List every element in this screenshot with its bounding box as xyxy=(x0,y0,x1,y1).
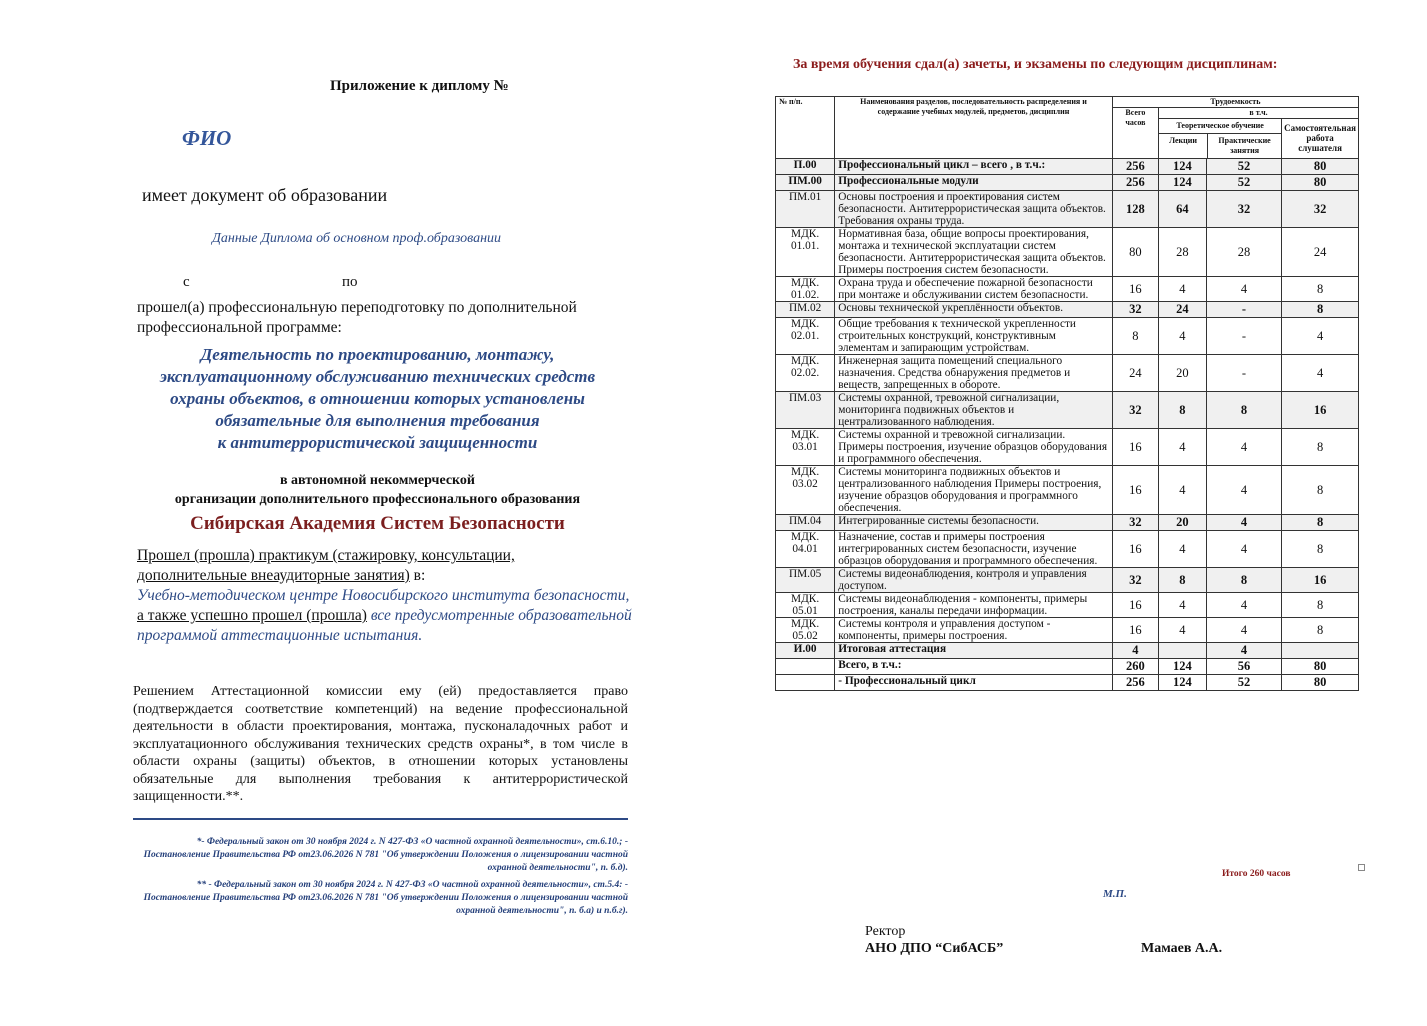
row-name: Профессиональный цикл – всего , в т.ч.: xyxy=(835,159,1113,175)
row-code xyxy=(776,675,835,691)
row-practical: 8 xyxy=(1206,392,1281,429)
separator-line xyxy=(133,818,628,820)
table-row xyxy=(776,568,1359,593)
row-code: МДК. 03.02 xyxy=(776,466,835,515)
disciplines-table xyxy=(775,96,1359,691)
academy-name: Сибирская Академия Систем Безопасности xyxy=(190,513,565,534)
row-practical: - xyxy=(1206,318,1281,355)
row-code: МДК. 01.02. xyxy=(776,277,835,302)
row-name: Инженерная защита помещений специального назначения. Средства обнаружения предметов и веществ, запрещенных в обороте. xyxy=(835,355,1113,392)
col-header-lectures: Лекции xyxy=(1159,134,1208,158)
practice-line: дополнительные внеаудиторные занятия) xyxy=(137,567,410,584)
row-total: 128 xyxy=(1112,191,1158,228)
row-lectures: 124 xyxy=(1159,675,1207,691)
row-self-study: 4 xyxy=(1282,355,1359,392)
footnote-2: ** - Федеральный закон от 30 ноября 2024 г. N 427-ФЗ «О частной охранной деятельности», ст.5.4: - Постановление Правительства РФ от23.06.2026 N 781 "Об утверждении Положения о лицензировании частной охранной деятельности", п. б.а) и п.б.г). xyxy=(143,880,628,916)
rector-name: Мамаев А.А. xyxy=(1141,941,1223,956)
row-name: Системы мониторинга подвижных объектов и централизованного наблюдения Примеры построения, изучение образцов оборудования и программного обеспечения. xyxy=(835,466,1113,515)
col-header-theory-wrap xyxy=(1159,119,1282,159)
row-self-study: 80 xyxy=(1282,659,1359,675)
row-total: 256 xyxy=(1112,175,1158,191)
row-self-study: 8 xyxy=(1282,618,1359,643)
row-self-study: 4 xyxy=(1282,318,1359,355)
table-row xyxy=(776,355,1359,392)
table-row xyxy=(776,191,1359,228)
row-total: 16 xyxy=(1112,593,1158,618)
resize-handle[interactable] xyxy=(1358,864,1365,871)
row-total: 32 xyxy=(1112,392,1158,429)
row-name: Общие требования к технической укрепленности строительных конструкций, конструктивным элементам и запирающим устройствам. xyxy=(835,318,1113,355)
row-total: 16 xyxy=(1112,531,1158,568)
row-practical: 32 xyxy=(1206,191,1281,228)
col-header-num: № п/п. xyxy=(776,97,835,159)
row-self-study: 8 xyxy=(1282,531,1359,568)
fio-placeholder: ФИО xyxy=(182,126,232,150)
row-total: 24 xyxy=(1112,355,1158,392)
row-total: 16 xyxy=(1112,618,1158,643)
row-self-study: 80 xyxy=(1282,159,1359,175)
row-total: 32 xyxy=(1112,568,1158,593)
rector-title: Ректор xyxy=(865,924,906,939)
row-code xyxy=(776,659,835,675)
row-name: Системы видеонаблюдения, контроля и управления доступом. xyxy=(835,568,1113,593)
row-code: МДК. 05.01 xyxy=(776,593,835,618)
table-row xyxy=(776,302,1359,318)
row-self-study xyxy=(1282,643,1359,659)
row-code: МДК. 04.01 xyxy=(776,531,835,568)
program-line: Деятельность по проектированию, монтажу, xyxy=(200,345,555,364)
row-total: 260 xyxy=(1112,659,1158,675)
footnote-1: *- Федеральный закон от 30 ноября 2024 г. N 427-ФЗ «О частной охранной деятельности», ст.6.10.; - Постановление Правительства РФ от23.06.2026 N 781 "Об утверждении Положения о лицензировании частной охранной деятельности", п. б.д). xyxy=(143,837,628,873)
row-name: Системы охранной, тревожной сигнализации, мониторинга подвижных объектов и централизованного наблюдения. xyxy=(835,392,1113,429)
row-code: ПМ.01 xyxy=(776,191,835,228)
row-practical: 4 xyxy=(1206,515,1281,531)
row-code: П.00 xyxy=(776,159,835,175)
row-lectures: 4 xyxy=(1159,277,1207,302)
row-lectures xyxy=(1159,643,1207,659)
row-practical: 4 xyxy=(1206,643,1281,659)
annex-title: Приложение к диплому № xyxy=(330,78,509,94)
table-row xyxy=(776,515,1359,531)
row-name: Профессиональные модули xyxy=(835,175,1113,191)
table-row xyxy=(776,593,1359,618)
row-code: МДК. 01.01. xyxy=(776,228,835,277)
row-name: Охрана труда и обеспечение пожарной безопасности при монтаже и обслуживании систем безопасности. xyxy=(835,277,1113,302)
date-from-label: с xyxy=(183,274,190,290)
row-practical: 28 xyxy=(1206,228,1281,277)
row-total: 32 xyxy=(1112,515,1158,531)
row-self-study: 80 xyxy=(1282,175,1359,191)
row-total: 4 xyxy=(1112,643,1158,659)
row-lectures: 4 xyxy=(1159,593,1207,618)
table-row xyxy=(776,618,1359,643)
retraining-text: прошел(а) профессиональную переподготовку по дополнительной профессиональной программе: xyxy=(137,299,577,336)
row-lectures: 124 xyxy=(1159,159,1207,175)
row-lectures: 64 xyxy=(1159,191,1207,228)
date-to-label: по xyxy=(342,274,358,290)
table-row xyxy=(776,392,1359,429)
table-row xyxy=(776,466,1359,515)
row-total: 16 xyxy=(1112,277,1158,302)
row-code: ПМ.03 xyxy=(776,392,835,429)
has-document-text: имеет документ об образовании xyxy=(142,185,388,205)
row-lectures: 28 xyxy=(1159,228,1207,277)
row-code: МДК. 03.01 xyxy=(776,429,835,466)
col-header-incl: в т.ч. xyxy=(1159,108,1359,119)
row-self-study: 32 xyxy=(1282,191,1359,228)
row-self-study: 16 xyxy=(1282,568,1359,593)
seal-place: М.П. xyxy=(1103,888,1127,900)
row-practical: - xyxy=(1206,355,1281,392)
row-self-study: 8 xyxy=(1282,302,1359,318)
table-row xyxy=(776,531,1359,568)
row-lectures: 24 xyxy=(1159,302,1207,318)
practice-in: в: xyxy=(409,567,426,584)
table-row xyxy=(776,277,1359,302)
org-line: в автономной некоммерческой xyxy=(280,473,475,488)
row-practical: 4 xyxy=(1206,429,1281,466)
row-lectures: 124 xyxy=(1159,659,1207,675)
org-line: организации дополнительного профессионального образования xyxy=(174,492,581,507)
total-hours: Итого 260 часов xyxy=(1222,869,1291,879)
row-code: И.00 xyxy=(776,643,835,659)
row-total: 16 xyxy=(1112,429,1158,466)
row-lectures: 4 xyxy=(1159,466,1207,515)
row-code: ПМ.00 xyxy=(776,175,835,191)
row-code: МДК. 02.02. xyxy=(776,355,835,392)
program-line: охраны объектов, в отношении которых установлены xyxy=(170,389,585,408)
program-title xyxy=(130,344,625,454)
row-practical: 52 xyxy=(1206,175,1281,191)
row-name: Основы технической укреплённости объектов. xyxy=(835,302,1113,318)
row-lectures: 20 xyxy=(1159,355,1207,392)
row-lectures: 4 xyxy=(1159,429,1207,466)
row-practical: 4 xyxy=(1206,466,1281,515)
row-self-study: 8 xyxy=(1282,515,1359,531)
row-total: 80 xyxy=(1112,228,1158,277)
also-passed: а также успешно прошел (прошла) xyxy=(137,607,367,624)
row-code: ПМ.04 xyxy=(776,515,835,531)
table-row xyxy=(776,175,1359,191)
disciplines-heading: За время обучения сдал(а) зачеты, и экзамены по следующим дисциплинам: xyxy=(793,57,1278,72)
table-row xyxy=(776,429,1359,466)
table-row xyxy=(776,159,1359,175)
row-code: МДК. 05.02 xyxy=(776,618,835,643)
row-lectures: 8 xyxy=(1159,568,1207,593)
row-practical: - xyxy=(1206,302,1281,318)
row-self-study: 8 xyxy=(1282,277,1359,302)
row-code: МДК. 02.01. xyxy=(776,318,835,355)
row-lectures: 124 xyxy=(1159,175,1207,191)
table-row xyxy=(776,318,1359,355)
table-row xyxy=(776,228,1359,277)
row-name: Назначение, состав и примеры построения интегрированных систем безопасности, изучение образцов оборудования и программного обеспечения. xyxy=(835,531,1113,568)
row-name: - Профессиональный цикл xyxy=(835,675,1113,691)
col-header-labor: Трудоемкость xyxy=(1112,97,1358,108)
row-lectures: 8 xyxy=(1159,392,1207,429)
row-code: ПМ.02 xyxy=(776,302,835,318)
table-row xyxy=(776,659,1359,675)
practice-line: Прошел (прошла) практикум (стажировку, консультации, xyxy=(137,547,515,564)
row-name: Итоговая аттестация xyxy=(835,643,1113,659)
organization-description xyxy=(130,471,625,509)
rector-organization: АНО ДПО “СибАСБ” xyxy=(865,941,1004,956)
row-lectures: 4 xyxy=(1159,531,1207,568)
row-code: ПМ.05 xyxy=(776,568,835,593)
program-line: к антитеррористической защищенности xyxy=(217,433,538,452)
col-header-practical: Практические занятия xyxy=(1218,136,1271,155)
row-total: 16 xyxy=(1112,466,1158,515)
row-practical: 4 xyxy=(1206,531,1281,568)
program-line: эксплуатационному обслуживанию технических средств xyxy=(159,367,596,386)
row-self-study: 80 xyxy=(1282,675,1359,691)
also-passed-tail: все предусмотренные образовательной программой аттестационные испытания. xyxy=(137,607,632,644)
row-name: Системы контроля и управления доступом - компоненты, примеры построения. xyxy=(835,618,1113,643)
row-name: Всего, в т.ч.: xyxy=(835,659,1113,675)
table-row xyxy=(776,643,1359,659)
row-total: 8 xyxy=(1112,318,1158,355)
row-name: Нормативная база, общие вопросы проектирования, монтажа и технической эксплуатации систем безопасности. Антитеррористическая защита объектов. Примеры построения систем безопасности. xyxy=(835,228,1113,277)
row-total: 32 xyxy=(1112,302,1158,318)
col-header-name: Наименования разделов, последовательность распределения и содержание учебных модулей, предметов, дисциплин xyxy=(835,97,1113,159)
training-center: Учебно-методическом центре Новосибирского института безопасности, xyxy=(137,587,630,604)
row-self-study: 8 xyxy=(1282,466,1359,515)
row-practical: 52 xyxy=(1206,159,1281,175)
col-header-total: Всего часов xyxy=(1112,108,1158,159)
table-row xyxy=(776,675,1359,691)
col-header-self: Самостоятельная работа слушателя xyxy=(1282,119,1359,159)
row-name: Основы построения и проектирования систем безопасности. Антитеррористическая защита объектов. Требования охраны труда. xyxy=(835,191,1113,228)
row-self-study: 8 xyxy=(1282,429,1359,466)
row-practical: 4 xyxy=(1206,618,1281,643)
row-practical: 4 xyxy=(1206,277,1281,302)
row-self-study: 8 xyxy=(1282,593,1359,618)
row-name: Системы охранной и тревожной сигнализации. Примеры построения, изучение образцов оборудования и программного обеспечения. xyxy=(835,429,1113,466)
practice-paragraph xyxy=(137,546,632,646)
row-practical: 52 xyxy=(1206,675,1281,691)
col-header-theory: Теоретическое обучение xyxy=(1159,119,1281,134)
commission-decision: Решением Аттестационной комиссии ему (ей) предоставляется право (подтверждается соответствие компетенций) на ведение профессиональной деятельности в области проектирования, монтажа, пусконаладочных работ и эксплуатационного обслуживания технических средств охраны*, в том числе в области охраны (защиты) объектов, в отношении которых установлены обязательные для выполнения требования к антитеррористической защищенности.**. xyxy=(133,684,628,804)
row-lectures: 20 xyxy=(1159,515,1207,531)
row-practical: 8 xyxy=(1206,568,1281,593)
row-lectures: 4 xyxy=(1159,618,1207,643)
row-name: Интегрированные системы безопасности. xyxy=(835,515,1113,531)
row-practical: 4 xyxy=(1206,593,1281,618)
row-practical: 56 xyxy=(1206,659,1281,675)
row-self-study: 16 xyxy=(1282,392,1359,429)
diploma-data-placeholder: Данные Диплома об основном проф.образовании xyxy=(212,231,502,246)
row-total: 256 xyxy=(1112,675,1158,691)
row-self-study: 24 xyxy=(1282,228,1359,277)
row-name: Системы видеонаблюдения - компоненты, примеры построения, каналы передачи информации. xyxy=(835,593,1113,618)
program-line: обязательные для выполнения требования xyxy=(215,411,540,430)
row-lectures: 4 xyxy=(1159,318,1207,355)
row-total: 256 xyxy=(1112,159,1158,175)
